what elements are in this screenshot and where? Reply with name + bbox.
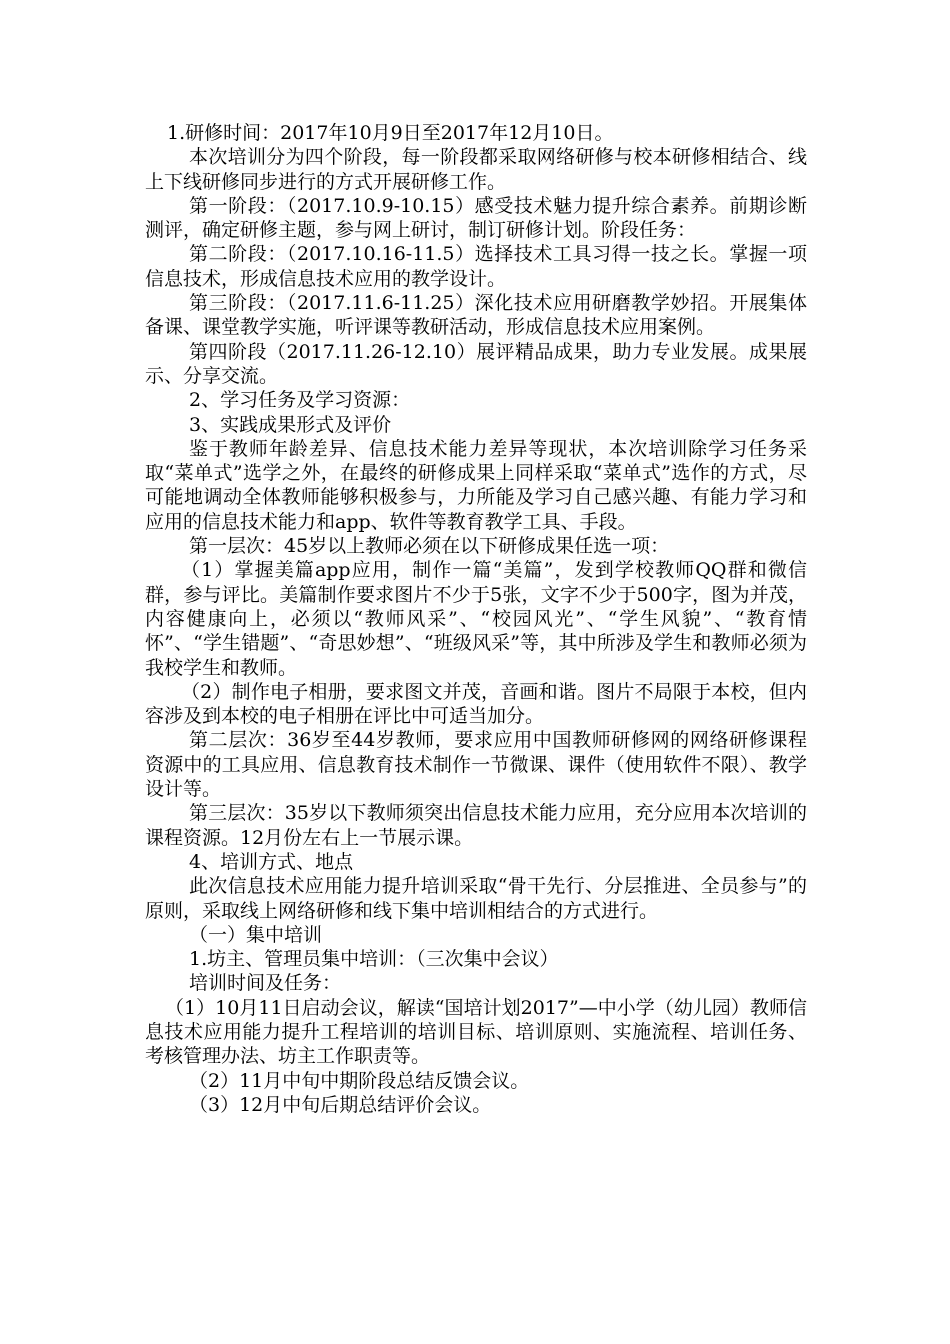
paragraph-level-1-item-1: （1）掌握美篇app应用，制作一篇“美篇”，发到学校教师QQ群和微信群，参与评比。美篇制作要求图片不少于5张，文字不少于500字，图为并茂，内容健康向上，必须以“教师风采”、“校园风光”、“学生风貌”、“教育情怀”、“学生错题”、“奇思妙想”、“班级风采”等，其中所涉及学生和教师必须为我校学生和教师。 <box>145 559 807 679</box>
paragraph-level-2: 第二层次：36岁至44岁教师，要求应用中国教师研修网的网络研修课程资源中的工具应用、信息教育技术制作一节微课、课件（使用软件不限）、教学设计等。 <box>145 729 807 801</box>
paragraph-level-3: 第三层次：35岁以下教师须突出信息技术能力应用，充分应用本次培训的课程资源。12月份左右上一节展示课。 <box>145 802 807 849</box>
paragraph-meeting-3: （3）12月中旬后期总结评价会议。 <box>189 1093 492 1116</box>
paragraph-four-stages: 本次培训分为四个阶段，每一阶段都采取网络研修与校本研修相结合、线上下线研修同步进行的方式开展研修工作。 <box>145 146 807 193</box>
paragraph-admin-training: 1.坊主、管理员集中培训：（三次集中会议） <box>189 948 559 971</box>
paragraph-meeting-1: （1）10月11日启动会议，解读“国培计划2017”—中小学（幼儿园）教师信息技术应用能力提升工程培训的培训目标、培训原则、实施流程、培训任务、考核管理办法、坊主工作职责等。 <box>145 996 807 1068</box>
paragraph-stage-2: 第二阶段：（2017.10.16-11.5）选择技术工具习得一技之长。掌握一项信息技术，形成信息技术应用的教学设计。 <box>145 243 807 290</box>
paragraph-time-tasks: 培训时间及任务： <box>189 972 342 995</box>
paragraph-meeting-2: （2）11月中旬中期阶段总结反馈会议。 <box>189 1069 530 1092</box>
paragraph-menu-style: 鉴于教师年龄差异、信息技术能力差异等现状，本次培训除学习任务采取“菜单式”选学之外，在最终的研修成果上同样采取“菜单式”选作的方式，尽可能地调动全体教师能够积极参与，力所能及学习自己感兴趣、有能力学习和应用的信息技术能力和app、软件等教育教学工具、手段。 <box>145 437 807 533</box>
paragraph-stage-1: 第一阶段：（2017.10.9-10.15）感受技术魅力提升综合素养。前期诊断测评，确定研修主题，参与网上研讨，制订研修计划。阶段任务： <box>145 194 807 242</box>
heading-training-method: 4、培训方式、地点 <box>189 850 354 873</box>
paragraph-study-time: 1.研修时间：2017年10月9日至2017年12月10日。 <box>167 122 614 144</box>
paragraph-level-1: 第一层次：45岁以上教师必须在以下研修成果任选一项： <box>189 535 670 558</box>
heading-results-evaluation: 3、实践成果形式及评价 <box>189 413 392 436</box>
heading-centralized-training: （一）集中培训 <box>189 923 323 946</box>
heading-learning-tasks: 2、学习任务及学习资源： <box>189 389 411 412</box>
paragraph-stage-4: 第四阶段（2017.11.26-12.10）展评精品成果，助力专业发展。成果展示、分享交流。 <box>145 340 807 387</box>
paragraph-stage-3: 第三阶段：（2017.11.6-11.25）深化技术应用研磨教学妙招。开展集体备课、课堂教学实施，听评课等教研活动，形成信息技术应用案例。 <box>145 292 807 339</box>
paragraph-level-1-item-2: （2）制作电子相册，要求图文并茂，音画和谐。图片不局限于本校，但内容涉及到本校的电子相册在评比中可适当加分。 <box>145 680 807 728</box>
document-body <box>145 121 807 1117</box>
paragraph-training-principle: 此次信息技术应用能力提升培训采取“骨干先行、分层推进、全员参与”的原则，采取线上网络研修和线下集中培训相结合的方式进行。 <box>145 875 807 922</box>
